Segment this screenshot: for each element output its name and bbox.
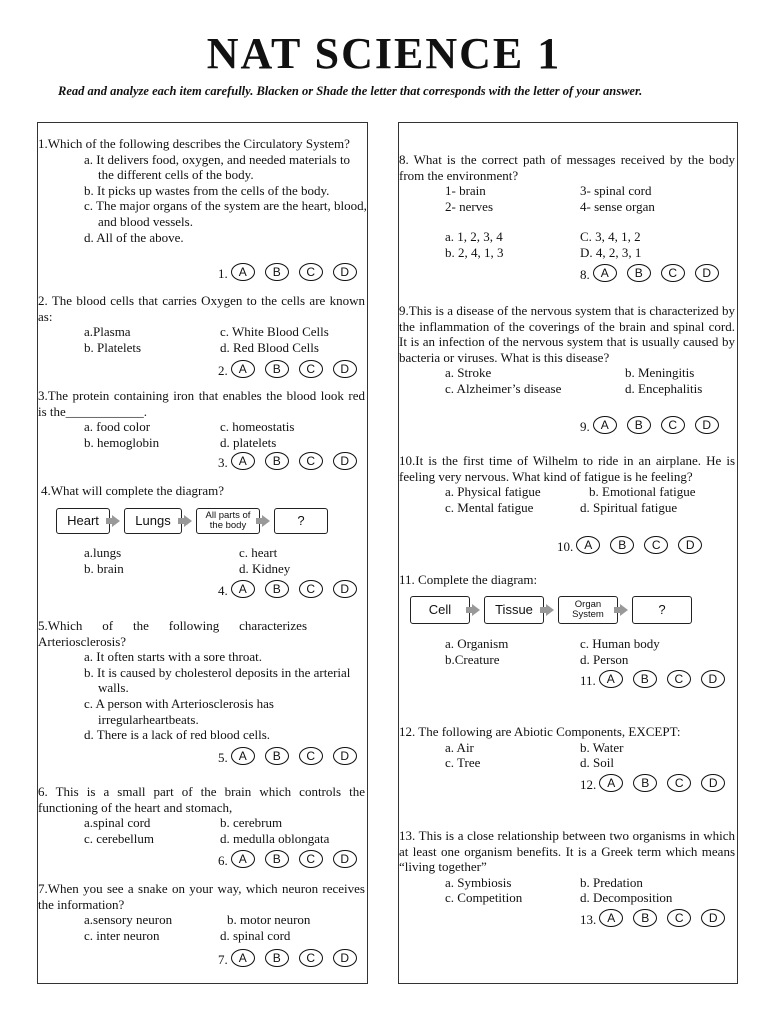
answer-bubbles-2 <box>218 360 367 378</box>
question-text: 13. This is a close relationship between two organisms in which at least one organism benefits. It is a Greek term which means “living together” <box>399 828 735 875</box>
option-b: b. Water <box>580 739 624 755</box>
option-b: b. It picks up wastes from the cells of the body. <box>84 182 330 198</box>
question-11-options <box>399 636 737 667</box>
bubble-a[interactable]: A <box>231 263 255 281</box>
bubble-d[interactable]: D <box>701 670 725 688</box>
bubble-b[interactable]: B <box>610 536 634 554</box>
question-6 <box>38 784 367 846</box>
question-number: 1. <box>218 266 228 281</box>
question-number: 4. <box>218 583 228 598</box>
option-d: D. 4, 2, 3, 1 <box>580 244 642 260</box>
option-b: b. 2, 4, 1, 3 <box>445 244 504 260</box>
bubble-d[interactable]: D <box>333 850 357 868</box>
option-b: b.Creature <box>445 651 500 667</box>
option-c: c. Alzheimer’s disease <box>445 380 562 396</box>
bubble-b[interactable]: B <box>265 452 289 470</box>
option-c: c. Tree <box>445 755 481 771</box>
page-title: NAT SCIENCE 1 <box>206 29 562 78</box>
question-4 <box>38 483 370 499</box>
question-11 <box>399 572 737 588</box>
option-d: d. Kidney <box>239 560 291 576</box>
question-text: 6. This is a small part of the brain which controls the functioning of the heart and stomach, <box>38 784 365 815</box>
bubble-c[interactable]: C <box>667 774 691 792</box>
answer-bubbles-10 <box>557 536 712 554</box>
option-a: a.spinal cord <box>84 815 151 831</box>
question-7 <box>38 881 367 943</box>
question-text: 11. Complete the diagram: <box>399 572 538 587</box>
diagram-box-heart: Heart <box>56 508 110 534</box>
bubble-c[interactable]: C <box>299 580 323 598</box>
bubble-a[interactable]: A <box>599 774 623 792</box>
option-b: b. brain <box>84 560 124 576</box>
option-c: c. The major organs of the system are the heart, blood, and blood vessels. <box>84 198 367 229</box>
option-d: d. medulla oblongata <box>220 830 330 846</box>
bubble-d[interactable]: D <box>695 264 719 282</box>
bubble-a[interactable]: A <box>231 452 255 470</box>
bubble-c[interactable]: C <box>299 360 323 378</box>
arrow-right-icon <box>262 515 270 527</box>
bubble-a[interactable]: A <box>599 909 623 927</box>
option-d: d. platelets <box>220 434 277 450</box>
right-column <box>398 122 738 984</box>
bubble-a[interactable]: A <box>593 416 617 434</box>
option-d: d. There is a lack of red blood cells. <box>84 727 271 743</box>
bubble-d[interactable]: D <box>333 263 357 281</box>
bubble-c[interactable]: C <box>299 263 323 281</box>
option-b: b. It is caused by cholesterol deposits in the arterial walls. <box>84 664 351 696</box>
option-b: b. hemoglobin <box>84 434 160 450</box>
diagram-box-body: All parts of the body <box>196 508 260 534</box>
bubble-c[interactable]: C <box>299 949 323 967</box>
question-13 <box>399 828 737 906</box>
question-text: 3.The protein containing iron that enables the blood look red is the____________. <box>38 388 365 419</box>
diagram-box-unknown: ? <box>274 508 328 534</box>
bubble-b[interactable]: B <box>633 774 657 792</box>
question-2 <box>38 293 367 355</box>
bubble-d[interactable]: D <box>701 909 725 927</box>
bubble-b[interactable]: B <box>265 850 289 868</box>
answer-bubbles-8 <box>580 264 729 282</box>
question-9 <box>399 303 737 397</box>
bubble-b[interactable]: B <box>265 949 289 967</box>
arrow-right-icon <box>472 604 480 616</box>
item-3: 3- spinal cord <box>580 183 652 199</box>
question-number: 11. <box>580 673 596 688</box>
option-c: c. heart <box>239 545 278 560</box>
question-text: 10.It is the first time of Wilhelm to ride in an airplane. He is feeling very nervous. What kind of fatigue is he feeling? <box>399 453 735 484</box>
question-4-options <box>38 545 367 576</box>
answer-bubbles-4 <box>218 580 367 598</box>
bubble-c[interactable]: C <box>667 670 691 688</box>
option-b: b. motor neuron <box>227 912 311 928</box>
option-c: c. White Blood Cells <box>220 324 329 340</box>
diagram-box-lungs: Lungs <box>124 508 182 534</box>
question-8 <box>399 152 737 261</box>
bubble-a[interactable]: A <box>593 264 617 282</box>
option-c: C. 3, 4, 1, 2 <box>580 229 641 245</box>
question-10 <box>399 453 737 515</box>
question-number: 3. <box>218 455 228 470</box>
bubble-c[interactable]: C <box>661 264 685 282</box>
bubble-a[interactable]: A <box>231 580 255 598</box>
option-b: b. Emotional fatigue <box>589 484 696 500</box>
bubble-d[interactable]: D <box>695 416 719 434</box>
option-c: c. Mental fatigue <box>445 499 534 515</box>
bubble-a[interactable]: A <box>231 949 255 967</box>
bubble-a[interactable]: A <box>231 747 255 765</box>
bubble-c[interactable]: C <box>299 452 323 470</box>
bubble-c[interactable]: C <box>661 416 685 434</box>
option-d: d. Encephalitis <box>625 380 703 396</box>
bubble-b[interactable]: B <box>265 747 289 765</box>
option-d: d. Red Blood Cells <box>220 339 319 355</box>
bubble-b[interactable]: B <box>265 263 289 281</box>
question-number: 13. <box>580 912 597 927</box>
question-number: 9. <box>580 419 590 434</box>
instructions: Read and analyze each item carefully. Blacken or Shade the letter that corresponds with the letter of your answer. <box>58 84 643 98</box>
option-d: d. Soil <box>580 755 614 771</box>
arrow-right-icon <box>620 604 628 616</box>
bubble-d[interactable]: D <box>333 949 357 967</box>
question-text: 2. The blood cells that carries Oxygen to the cells are known as: <box>38 293 365 324</box>
diagram-box-unknown: ? <box>632 596 692 624</box>
option-b: b. Meningitis <box>625 365 695 381</box>
bubble-c[interactable]: C <box>299 850 323 868</box>
bubble-b[interactable]: B <box>627 416 651 434</box>
option-a: a. food color <box>84 419 151 435</box>
option-c: c. Competition <box>445 890 523 906</box>
option-a: a. Organism <box>445 636 509 651</box>
question-number: 10. <box>557 539 574 554</box>
bubble-c[interactable]: C <box>667 909 691 927</box>
option-d: d. Person <box>580 651 629 667</box>
bubble-b[interactable]: B <box>265 580 289 598</box>
option-d: d. Spiritual fatigue <box>580 499 678 515</box>
question-1 <box>38 136 367 245</box>
question-text: 4.What will complete the diagram? <box>41 483 225 498</box>
arrow-right-icon <box>546 604 554 616</box>
question-number: 5. <box>218 750 228 765</box>
bubble-d[interactable]: D <box>678 536 702 554</box>
option-a: a.Plasma <box>84 324 131 340</box>
option-a: a.sensory neuron <box>84 912 173 928</box>
question-5 <box>38 618 367 743</box>
option-a: a. Stroke <box>445 365 492 381</box>
diagram-box-cell: Cell <box>410 596 470 624</box>
bubble-d[interactable]: D <box>333 580 357 598</box>
arrow-right-icon <box>184 515 192 527</box>
question-text: 8. What is the correct path of messages received by the body from the environment? <box>399 152 735 183</box>
answer-bubbles-1 <box>218 263 367 281</box>
question-number: 12. <box>580 777 597 792</box>
option-d: d. All of the above. <box>84 229 184 245</box>
bubble-a[interactable]: A <box>576 536 600 554</box>
question-text: 7.When you see a snake on your way, which neuron receives the information? <box>38 881 365 912</box>
option-b: b. Predation <box>580 874 643 890</box>
bubble-d[interactable]: D <box>701 774 725 792</box>
answer-bubbles-5 <box>218 747 367 765</box>
left-column <box>37 122 368 984</box>
option-c: c. cerebellum <box>84 830 155 846</box>
option-b: b. cerebrum <box>220 815 283 831</box>
question-number: 8. <box>580 267 590 282</box>
option-d: d. spinal cord <box>220 927 291 943</box>
question-3 <box>38 388 367 450</box>
item-4: 4- sense organ <box>580 198 655 214</box>
question-text: 1.Which of the following describes the Circulatory System? <box>38 136 350 151</box>
bubble-d[interactable]: D <box>333 747 357 765</box>
item-1: 1- brain <box>445 183 486 199</box>
diagram-box-tissue: Tissue <box>484 596 544 624</box>
option-c: c. A person with Arteriosclerosis has irregularheartbeats. <box>84 695 274 727</box>
answer-bubbles-11 <box>580 670 735 688</box>
bubble-b[interactable]: B <box>633 909 657 927</box>
answer-bubbles-12 <box>580 774 735 792</box>
arrow-right-icon <box>112 515 120 527</box>
option-a: a.lungs <box>84 545 122 560</box>
option-a: a. 1, 2, 3, 4 <box>445 229 503 245</box>
bubble-d[interactable]: D <box>333 360 357 378</box>
option-a: a. It often starts with a sore throat. <box>84 649 262 665</box>
answer-bubbles-7 <box>218 949 367 967</box>
bubble-a[interactable]: A <box>231 850 255 868</box>
question-number: 6. <box>218 853 228 868</box>
bubble-d[interactable]: D <box>333 452 357 470</box>
option-a: a. Air <box>445 739 474 755</box>
bubble-b[interactable]: B <box>633 670 657 688</box>
option-d: d. Decomposition <box>580 890 673 906</box>
item-2: 2- nerves <box>445 198 494 214</box>
bubble-a[interactable]: A <box>231 360 255 378</box>
option-c: c. Human body <box>580 636 660 651</box>
question-number: 2. <box>218 363 228 378</box>
option-c: c. homeostatis <box>220 419 295 435</box>
option-c: c. inter neuron <box>84 927 160 943</box>
option-a: a. Symbiosis <box>445 874 512 890</box>
option-a: a. It delivers food, oxygen, and needed materials to the different cells of the body. <box>84 151 351 183</box>
question-text: 12. The following are Abiotic Components, EXCEPT: <box>399 724 681 739</box>
question-12 <box>399 724 737 771</box>
bubble-b[interactable]: B <box>627 264 651 282</box>
answer-bubbles-6 <box>218 850 367 868</box>
question-text: 5.Which of the following characterizes Arteriosclerosis? <box>38 618 307 649</box>
answer-bubbles-9 <box>580 416 729 434</box>
diagram-box-organ-system: Organ System <box>558 596 618 624</box>
option-b: b. Platelets <box>84 339 142 355</box>
bubble-c[interactable]: C <box>299 747 323 765</box>
bubble-b[interactable]: B <box>265 360 289 378</box>
flow-diagram-11 <box>410 596 692 624</box>
option-a: a. Physical fatigue <box>445 484 541 500</box>
question-number: 7. <box>218 952 228 967</box>
flow-diagram-4 <box>56 508 328 534</box>
bubble-c[interactable]: C <box>644 536 668 554</box>
answer-bubbles-3 <box>218 452 367 470</box>
answer-bubbles-13 <box>580 909 735 927</box>
question-text: 9.This is a disease of the nervous system that is characterized by the inflammation of the coverings of the brain and spinal cord. It is an infection of the nervous system that is usually caused by bacteria or viruses. What is this disease? <box>399 303 735 365</box>
bubble-a[interactable]: A <box>599 670 623 688</box>
